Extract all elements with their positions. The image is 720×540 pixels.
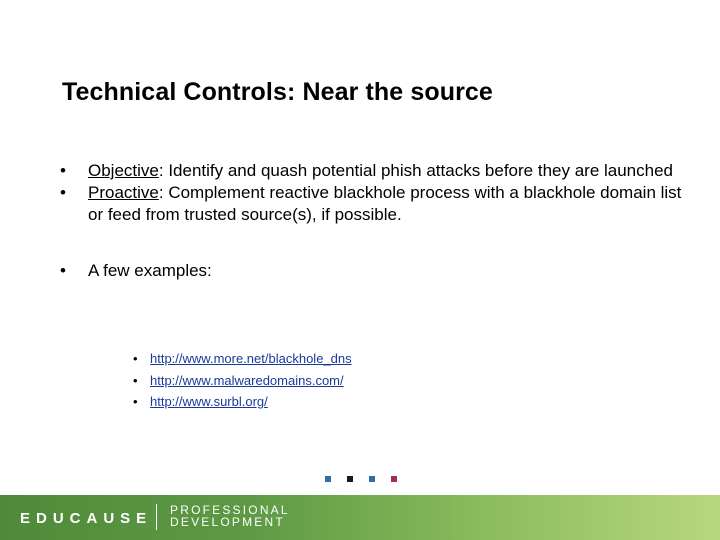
- link-malwaredomains[interactable]: http://www.malwaredomains.com/: [150, 372, 344, 388]
- bullet-text: : Complement reactive blackhole process with a blackhole domain list or feed from trusted source(s), if possible.: [88, 183, 682, 224]
- bullet-text: : Identify and quash potential phish attacks before they are launched: [158, 161, 674, 180]
- link-surbl[interactable]: http://www.surbl.org/: [150, 394, 268, 409]
- bullet-text: A few examples:: [88, 261, 212, 280]
- bullet-examples: [60, 260, 700, 282]
- bullet-proactive: [60, 182, 700, 226]
- link-item: [133, 348, 352, 370]
- square-icon: [325, 476, 331, 482]
- decorative-squares: [325, 476, 405, 484]
- square-icon: [369, 476, 375, 482]
- bullet-icon: •: [133, 394, 138, 409]
- link-item: [133, 370, 352, 392]
- square-icon: [347, 476, 353, 482]
- bullet-icon: •: [60, 161, 66, 180]
- link-more-net[interactable]: http://www.more.net/blackhole_dns: [150, 351, 352, 366]
- footer-divider: [156, 504, 157, 530]
- square-icon: [391, 476, 397, 482]
- example-links: [133, 348, 352, 413]
- footer-line-2: DEVELOPMENT: [170, 515, 285, 529]
- bullet-term: Proactive: [88, 183, 159, 202]
- bullet-term: Objective: [88, 161, 159, 180]
- educause-logo: EDUCAUSE: [20, 510, 153, 527]
- professional-development-label: [170, 504, 290, 528]
- bullet-icon: •: [133, 372, 138, 388]
- slide-title: Technical Controls: Near the source: [62, 78, 493, 106]
- footer-bar: [0, 495, 720, 540]
- footer-line-1: PROFESSIONAL: [170, 503, 290, 517]
- link-item: [133, 391, 352, 413]
- bullet-objective: [60, 160, 700, 182]
- bullet-icon: •: [60, 261, 66, 280]
- bullet-list: [60, 160, 700, 282]
- bullet-icon: •: [60, 183, 66, 202]
- bullet-icon: •: [133, 351, 138, 366]
